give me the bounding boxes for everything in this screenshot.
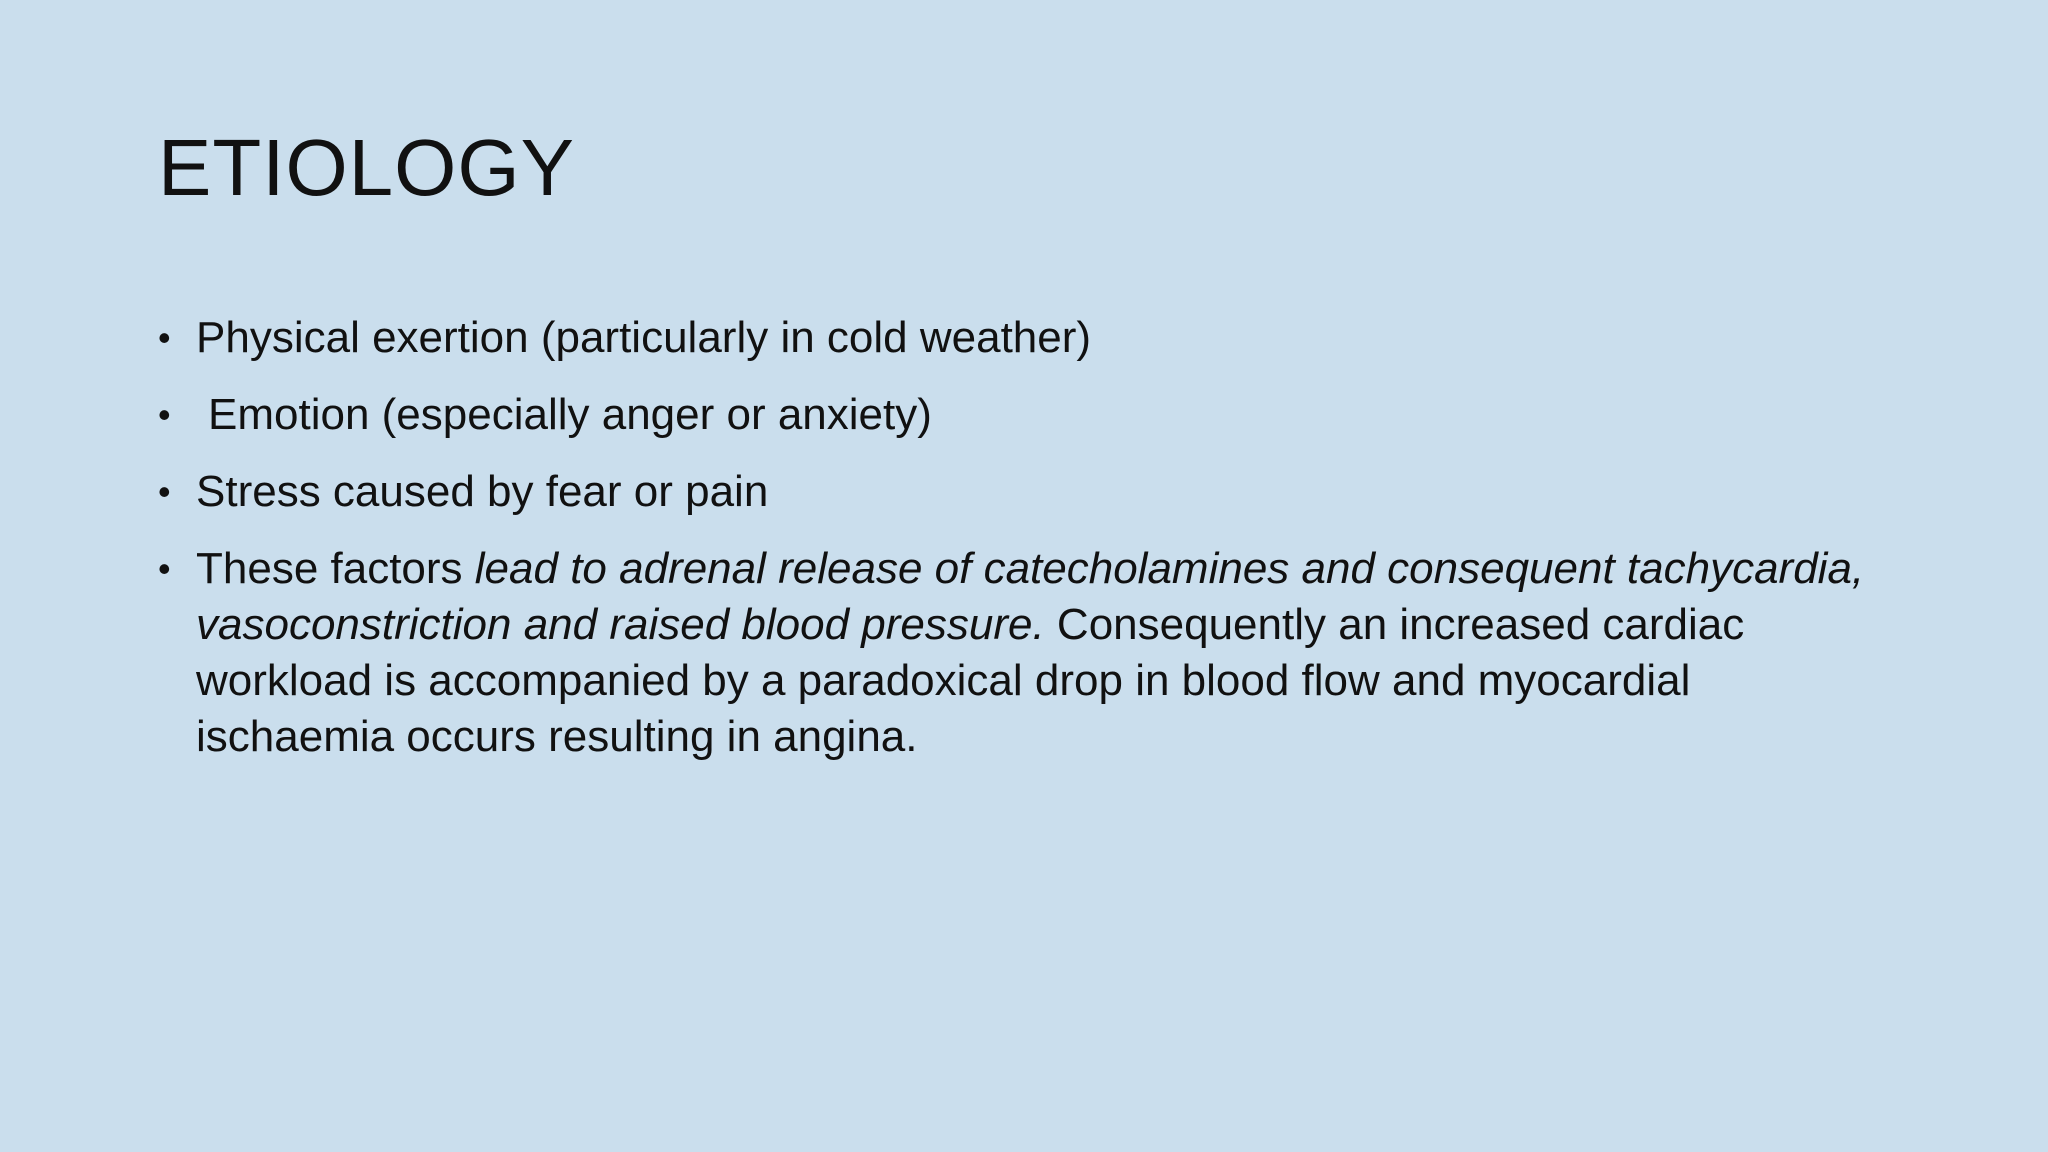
list-item: [158, 310, 1888, 366]
bullet-text: Physical exertion (particularly in cold weather): [196, 313, 1092, 362]
bullet-text-italic: lead to adrenal release of catecholamines and consequent tachycardia, vasoconstriction and raised blood pressure.: [196, 544, 1865, 649]
bullet-icon: •: [158, 471, 171, 512]
bullet-icon: •: [158, 548, 171, 589]
bullet-text-prefix: These factors: [196, 544, 475, 593]
slide-title: ETIOLOGY: [158, 123, 575, 212]
bullet-icon: •: [158, 394, 171, 435]
list-item: [158, 387, 1888, 443]
bullet-text-suffix: Consequently an increased cardiac workload is accompanied by a paradoxical drop in blood flow and myocardial ischaemia occurs resulting in angina.: [196, 600, 1745, 761]
bullet-list: [158, 310, 1888, 786]
bullet-text: [196, 544, 1864, 761]
bullet-text: Emotion (especially anger or anxiety): [208, 390, 932, 439]
list-item: [158, 464, 1888, 520]
bullet-text: Stress caused by fear or pain: [196, 467, 769, 516]
list-item: [158, 541, 1888, 765]
bullet-icon: •: [158, 317, 171, 358]
